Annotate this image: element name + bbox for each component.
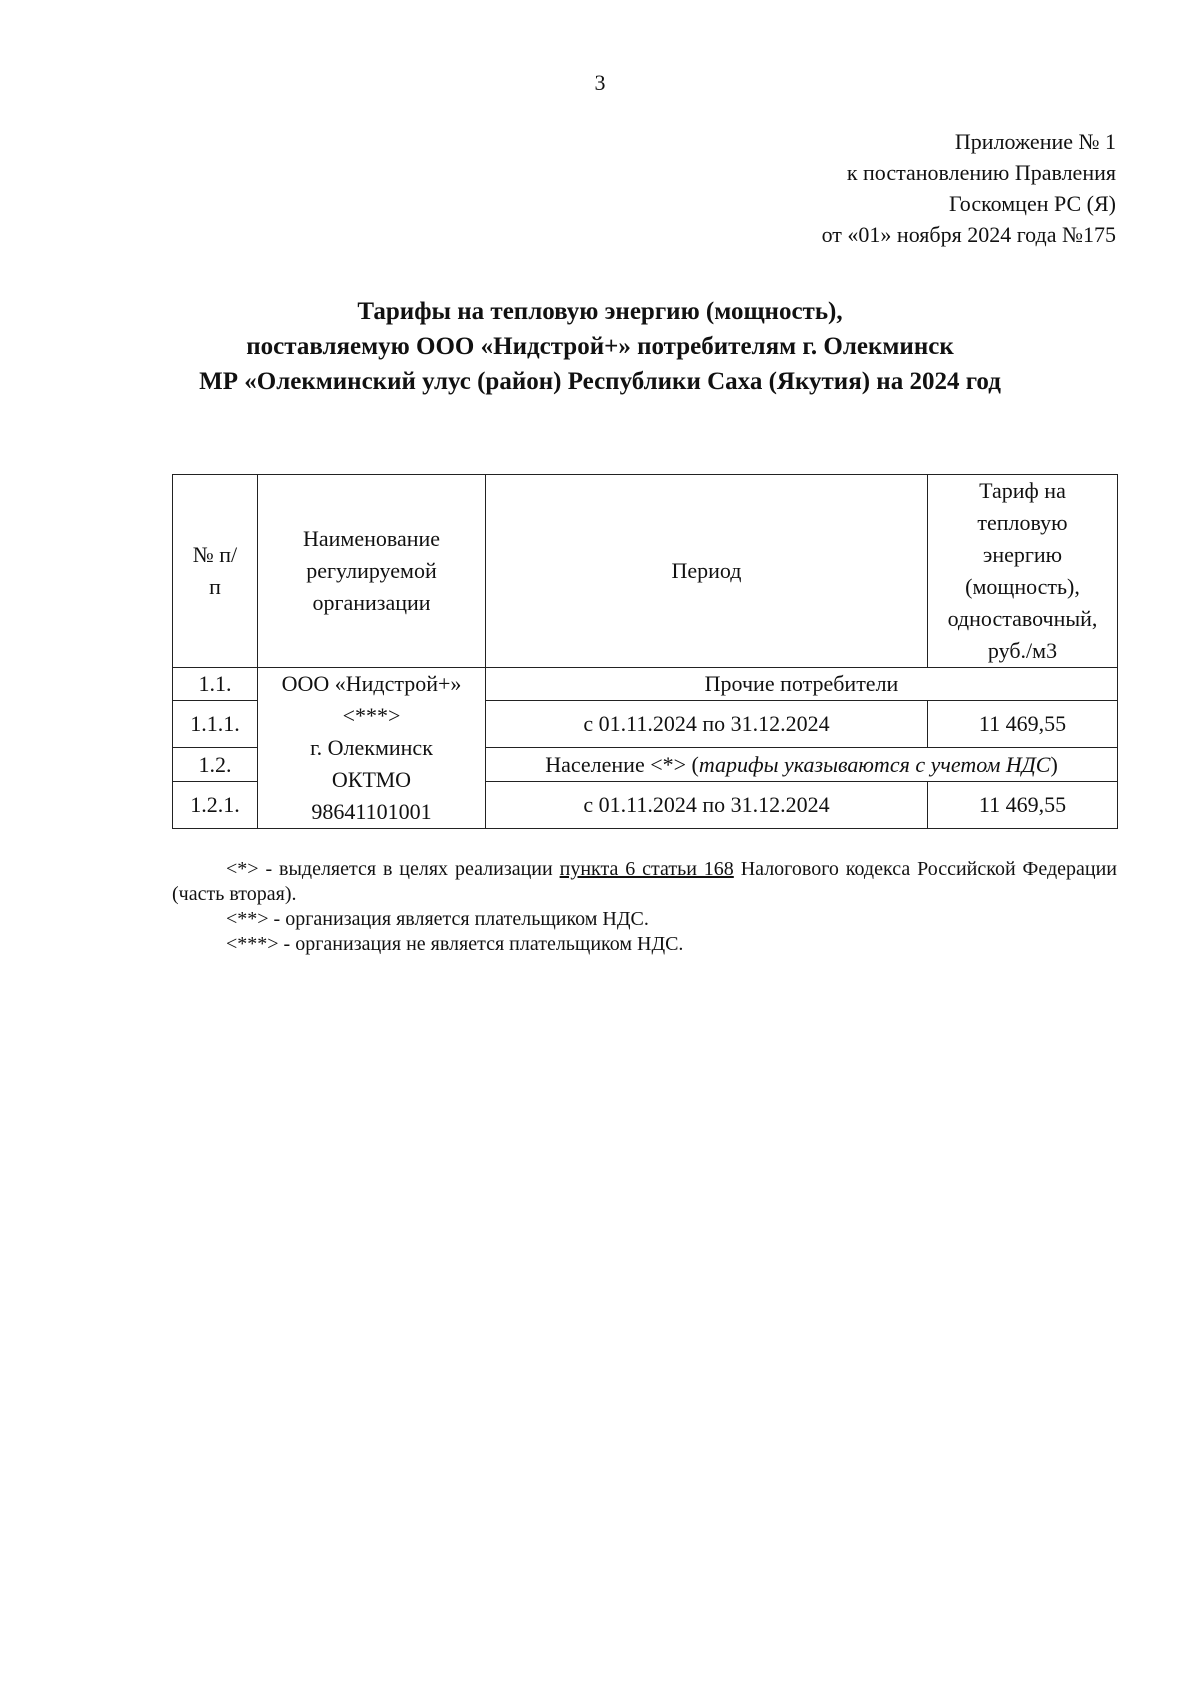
- table-row: [173, 668, 1118, 701]
- category-italic-note: тарифы указываются с учетом НДС: [698, 751, 1051, 777]
- header-num: № п/п: [173, 475, 258, 668]
- appendix-line-3: Госкомцен РС (Я): [949, 191, 1116, 216]
- org-oktmo-label: ОКТМО: [331, 767, 412, 792]
- footnote-1-suffix: Налогового кодекса Российской Федерации (часть вторая).: [172, 858, 1118, 905]
- org-name: ООО «Нидстрой+»: [281, 671, 462, 696]
- header-period: Период: [486, 475, 928, 668]
- footnote-3: <***> - организация не является плательщиком НДС.: [226, 933, 684, 955]
- footnotes: [172, 857, 1117, 957]
- org-oktmo-code: 98641101001: [311, 799, 432, 824]
- organization-cell: [258, 668, 486, 829]
- title-line-3: МР «Олекминский улус (район) Республики Саха (Якутия) на 2024 год: [199, 368, 1001, 395]
- appendix-line-1: Приложение № 1: [954, 129, 1116, 154]
- org-city: г. Олекминск: [310, 735, 433, 760]
- row-category: [486, 748, 1118, 781]
- header-org: Наименование регулируемой организации: [258, 475, 486, 668]
- row-period: с 01.11.2024 по 31.12.2024: [486, 701, 928, 748]
- row-num: 1.1.1.: [173, 701, 258, 748]
- page-number: 3: [594, 70, 606, 95]
- row-num: 1.2.1.: [173, 781, 258, 828]
- row-tariff: 11 469,55: [928, 781, 1118, 828]
- footnote-2: <**> - организация является плательщиком НДС.: [226, 908, 649, 930]
- title-line-1: Тарифы на тепловую энергию (мощность),: [357, 298, 843, 325]
- category-suffix: ): [1050, 751, 1058, 777]
- table-header-row: [173, 475, 1118, 668]
- row-period: с 01.11.2024 по 31.12.2024: [486, 781, 928, 828]
- row-num: 1.2.: [173, 748, 258, 781]
- header-tariff: Тариф на тепловую энергию (мощность), одноставочный, руб./м3: [928, 475, 1118, 668]
- tariff-table: [172, 474, 1118, 829]
- title-line-2: поставляемую ООО «Нидстрой+» потребителям г. Олекминск: [246, 333, 954, 360]
- org-mark: <***>: [342, 703, 401, 728]
- document-title: [0, 294, 1200, 399]
- footnote-1: [172, 857, 1117, 907]
- row-num: 1.1.: [173, 668, 258, 701]
- category-prefix: Население <*> (: [545, 751, 699, 777]
- row-tariff: 11 469,55: [928, 701, 1118, 748]
- appendix-line-4: от «01» ноября 2024 года №175: [821, 222, 1116, 247]
- appendix-line-2: к постановлению Правления: [846, 160, 1116, 185]
- row-category: Прочие потребители: [486, 668, 1118, 701]
- footnote-1-prefix: <*> - выделяется в целях реализации: [226, 858, 560, 880]
- appendix-block: [822, 126, 1116, 250]
- tax-code-link[interactable]: пункта 6 статьи 168: [559, 858, 734, 880]
